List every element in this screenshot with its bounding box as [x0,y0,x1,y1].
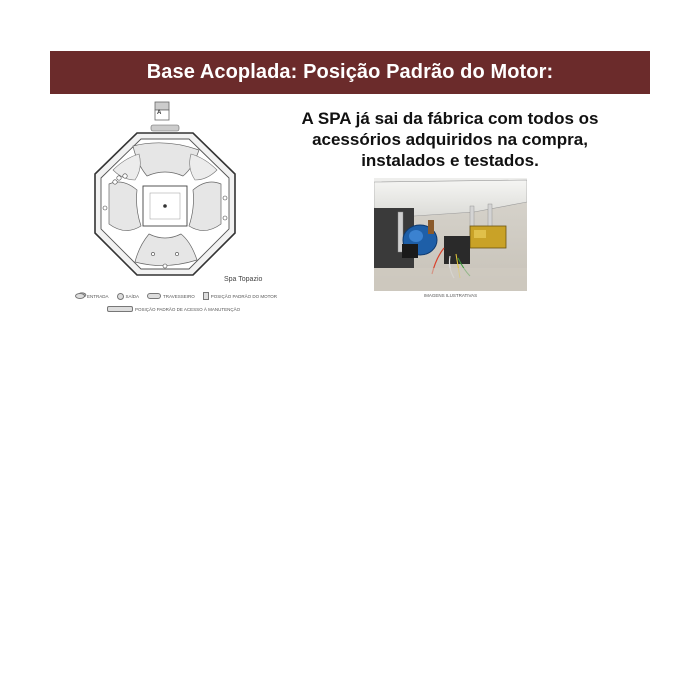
heater-label [474,230,486,238]
jet-icon [151,252,154,255]
motor-marker-top [155,102,169,110]
pump-highlight [409,230,423,242]
spa-diagram [75,98,290,318]
spa-model-label: Spa Topazio [224,276,263,283]
headline-line-1: A SPA já sai da fábrica com todos os [301,109,599,128]
equipment-photo [374,178,527,291]
motor-icon [203,292,209,300]
access-panel-top [151,125,179,131]
legend-item-entrance [75,293,109,299]
legend-item-exit [117,293,140,300]
jet-icon [113,180,117,184]
jet-icon [223,196,227,200]
seat-left [109,182,141,231]
legend-row-1 [75,292,285,300]
jet-icon [175,252,178,255]
banner-title: Base Acoplada: Posição Padrão do Motor: [146,61,554,83]
legend-label: TRAVESSEIRO [163,293,195,299]
jet-icon [117,176,121,180]
jet-icon [223,216,227,220]
legend-row-2 [107,306,248,312]
entrance-icon [75,293,85,299]
drain-icon [163,204,167,208]
headline-line-3: instalados e testados. [361,151,539,170]
legend-label: ENTRADA [87,293,109,299]
jet-icon [103,206,107,210]
marker-letter: A [157,110,162,116]
spa-topview-drawing [75,98,290,298]
pump-motor [402,244,418,258]
seat-right [189,182,221,231]
pump-valve [428,220,434,234]
page-banner [50,51,650,94]
photo-ground [374,268,527,291]
pillow-icon [147,293,161,299]
jet-icon [163,264,167,268]
access-icon [107,306,133,312]
equipment-illustration [374,178,527,291]
legend-label: POSIÇÃO PADRÃO DE ACESSO À MANUTENÇÃO [135,306,241,312]
headline-text [300,108,600,171]
legend-item-pillow [147,293,195,299]
legend-item-access [107,306,240,312]
legend-item-motor [203,292,277,300]
jet-icon [123,174,127,178]
legend-label: SAÍDA [125,293,140,299]
photo-caption: IMAGENS ILUSTRATIVAS [423,293,478,298]
headline-line-2: acessórios adquiridos na compra, [312,130,588,149]
exit-icon [117,293,124,300]
legend-label: POSIÇÃO PADRÃO DO MOTOR [210,293,278,299]
